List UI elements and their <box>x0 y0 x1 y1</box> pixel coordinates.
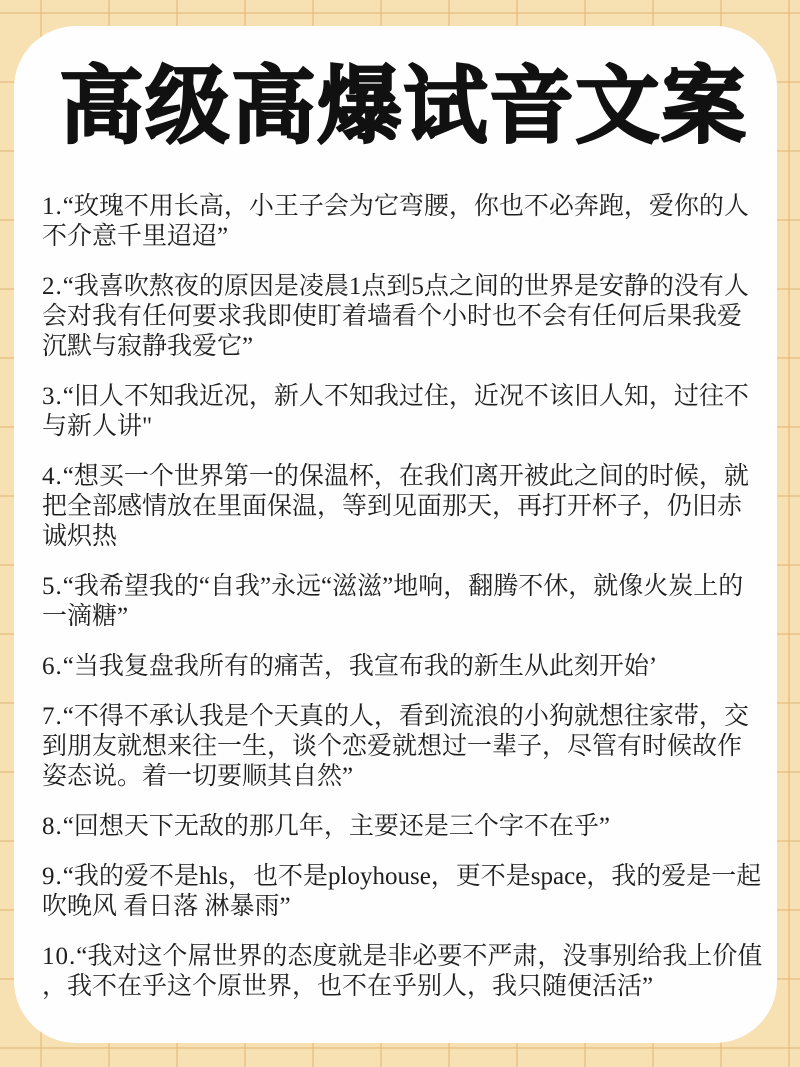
quote-text: “玫瑰不用长高，小王子会为它弯腰，你也不必奔跑，爱你的人不介意千里迢迢” <box>42 192 749 250</box>
quote-item-4 <box>42 462 765 552</box>
content-card <box>14 26 777 1043</box>
quote-item-6 <box>42 652 765 682</box>
quote-item-5 <box>42 572 765 632</box>
quote-text: “想买一个世界第一的保温杯，在我们离开被此之间的时候，就把全部感情放在里面保温，等到见面那天，再打开杯子，仍旧赤诚炽热 <box>42 462 749 550</box>
quote-text: “我对这个屌世界的态度就是非必要不严肃，没事别给我上价值，我不在乎这个原世界，也不在乎别人，我只随便活活” <box>42 942 763 1000</box>
quote-number: 2. <box>42 272 63 300</box>
quote-item-7 <box>42 702 765 792</box>
quote-text: “我的爱不是hls，也不是ployhouse，更不是space，我的爱是一起吹晚风 看日落 淋暴雨” <box>42 862 762 920</box>
quote-number: 4. <box>42 462 63 490</box>
quote-text: “当我复盘我所有的痛苦，我宣布我的新生从此刻开始’ <box>62 652 658 680</box>
quote-number: 6. <box>42 652 63 680</box>
quote-item-10 <box>42 942 765 1002</box>
quote-item-9 <box>42 862 765 922</box>
quote-item-3 <box>42 382 765 442</box>
quote-number: 1. <box>42 192 63 220</box>
quote-item-8 <box>42 812 765 842</box>
quote-item-2 <box>42 272 765 362</box>
quote-text: “我希望我的“自我”永远“滋滋”地响，翻腾不休，就像火炭上的一滴糖” <box>42 572 744 630</box>
quote-number: 7. <box>42 702 63 730</box>
quote-number: 8. <box>42 812 63 840</box>
poster-title: 高级高爆试音文案 <box>59 61 748 154</box>
quote-text: “回想天下无敌的那几年，主要还是三个字不在乎” <box>62 812 610 840</box>
quote-number: 5. <box>42 572 63 600</box>
quote-item-1 <box>42 192 765 252</box>
quote-number: 3. <box>42 382 63 410</box>
quote-number: 10. <box>42 942 77 970</box>
quote-text: “我喜吹熬夜的原因是凌晨1点到5点之间的世界是安静的没有人会对我有任何要求我即使盯着墙看个小时也不会有任何后果我爱沉默与寂静我爱它” <box>42 272 749 360</box>
quote-text: “不得不承认我是个天真的人，看到流浪的小狗就想往家带，交到朋友就想来往一生，谈个恋爱就想过一辈子，尽管有时候故作姿态说。着一切要顺其自然” <box>42 702 749 790</box>
quote-text: “旧人不知我近况，新人不知我过住，近况不该旧人知，过往不与新人讲" <box>42 382 749 440</box>
quote-list <box>42 192 765 1002</box>
quote-number: 9. <box>42 862 63 890</box>
